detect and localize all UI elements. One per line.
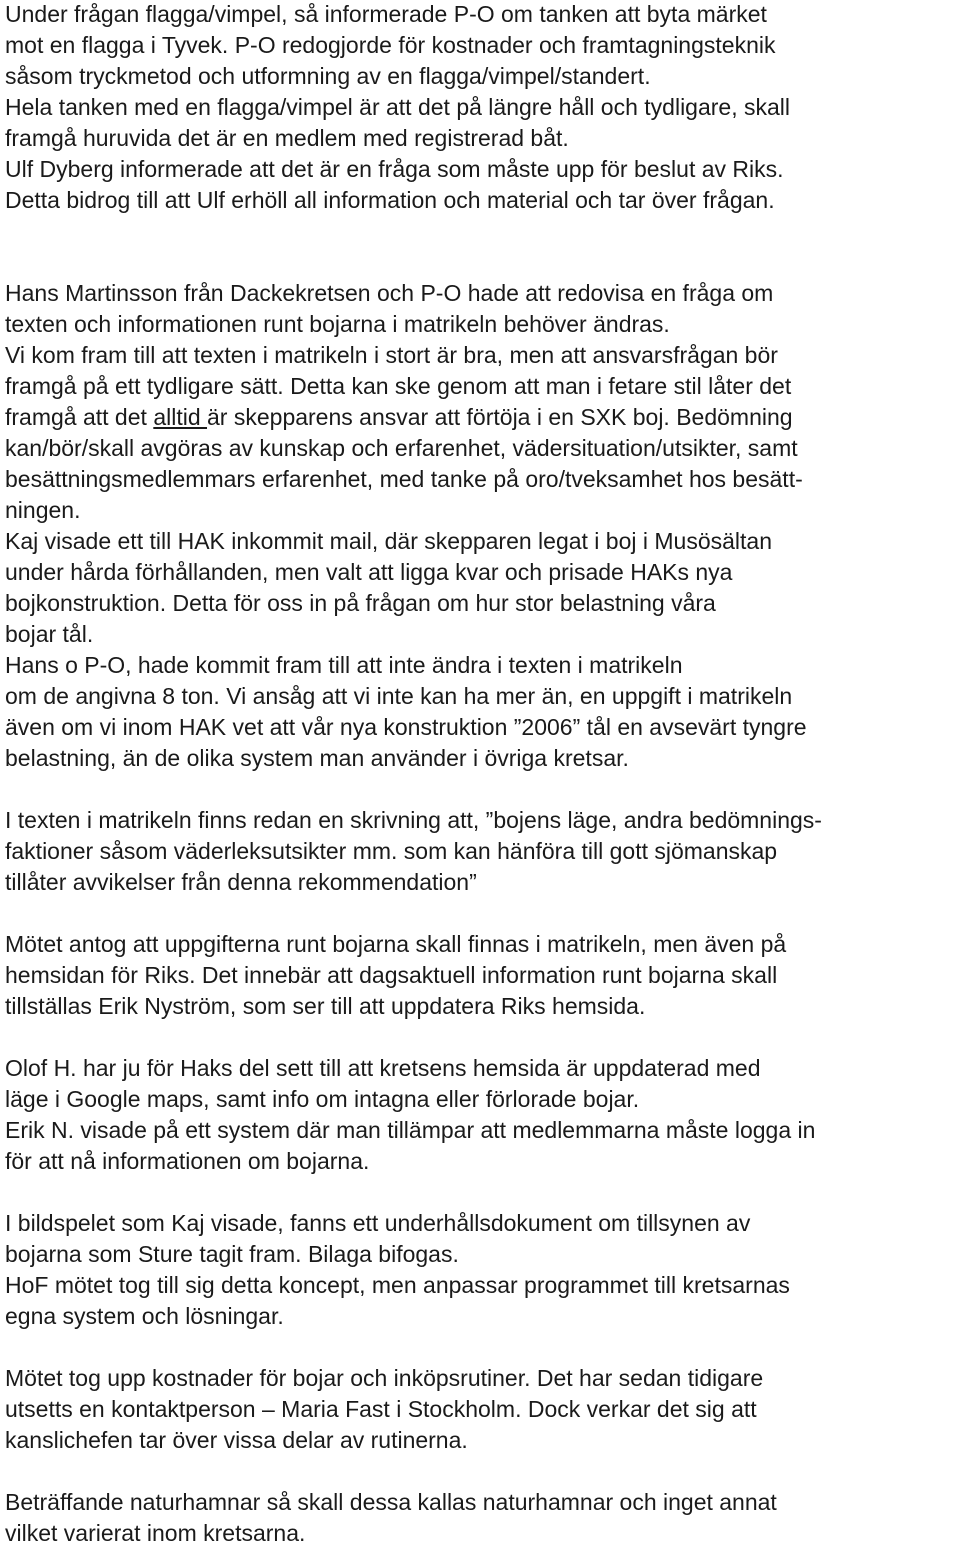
text-line: texten och informationen runt bojarna i matrikeln behöver ändras. — [5, 311, 670, 337]
text-line: Hans o P-O, hade kommit fram till att inte ändra i texten i matrikeln — [5, 652, 683, 678]
text-line: under hårda förhållanden, men valt att ligga kvar och prisade HAKs nya — [5, 559, 733, 585]
text-line: Under frågan flagga/vimpel, så informerade P-O om tanken att byta märket — [5, 1, 767, 27]
text-line: framgå huruvida det är en medlem med registrerad båt. — [5, 125, 569, 151]
text-line: Mötet tog upp kostnader för bojar och inköpsrutiner. Det har sedan tidigare — [5, 1365, 764, 1391]
paragraph-website — [5, 1053, 960, 1177]
text-run: framgå att det — [5, 404, 154, 430]
paragraph-buoys — [5, 278, 960, 774]
text-line: Kaj visade ett till HAK inkommit mail, där skepparen legat i boj i Musösältan — [5, 528, 773, 554]
text-line: HoF mötet tog till sig detta koncept, men anpassar programmet till kretsarnas — [5, 1272, 790, 1298]
text-line: I texten i matrikeln finns redan en skrivning att, ”bojens läge, andra bedömnings- — [5, 807, 822, 833]
text-line: vilket varierat inom kretsarna. — [5, 1520, 306, 1546]
paragraph-flag — [5, 0, 960, 216]
text-line: tillställas Erik Nyström, som ser till att uppdatera Riks hemsida. — [5, 993, 646, 1019]
paragraph-gap — [5, 247, 960, 278]
paragraph-gap — [5, 898, 960, 929]
text-line: Beträffande naturhamnar så skall dessa kallas naturhamnar och inget annat — [5, 1489, 777, 1515]
paragraph-natural-harbours — [5, 1487, 960, 1549]
paragraph-maintenance — [5, 1208, 960, 1332]
text-line: även om vi inom HAK vet att vår nya konstruktion ”2006” tål en avsevärt tyngre — [5, 714, 807, 740]
text-line: tillåter avvikelser från denna rekommendation” — [5, 869, 477, 895]
paragraph-decision — [5, 929, 960, 1022]
text-line: bojar tål. — [5, 621, 94, 647]
text-line: Detta bidrog till att Ulf erhöll all information och material och tar över frågan. — [5, 187, 775, 213]
paragraph-gap — [5, 1332, 960, 1363]
text-line: Ulf Dyberg informerade att det är en fråga som måste upp för beslut av Riks. — [5, 156, 784, 182]
document-page — [5, 0, 960, 1549]
text-run: är skepparens ansvar att förtöja i en SXK boj. Bedömning — [207, 404, 793, 430]
paragraph-gap — [5, 774, 960, 805]
text-line: om de angivna 8 ton. Vi ansåg att vi inte kan ha mer än, en uppgift i matrikeln — [5, 683, 793, 709]
text-line: bojarna som Sture tagit fram. Bilaga bifogas. — [5, 1241, 459, 1267]
text-line: för att nå informationen om bojarna. — [5, 1148, 370, 1174]
underlined-word: alltid — [153, 404, 208, 430]
text-line: framgå på ett tydligare sätt. Detta kan ske genom att man i fetare stil låter det — [5, 373, 792, 399]
text-line: I bildspelet som Kaj visade, fanns ett underhållsdokument om tillsynen av — [5, 1210, 751, 1236]
text-line: Erik N. visade på ett system där man tillämpar att medlemmarna måste logga in — [5, 1117, 816, 1143]
text-line: Olof H. har ju för Haks del sett till att kretsens hemsida är uppdaterad med — [5, 1055, 761, 1081]
text-line: läge i Google maps, samt info om intagna eller förlorade bojar. — [5, 1086, 640, 1112]
paragraph-gap — [5, 1177, 960, 1208]
paragraph-costs — [5, 1363, 960, 1456]
text-line-with-emphasis — [5, 402, 960, 433]
text-line: kanslichefen tar över vissa delar av rutinerna. — [5, 1427, 468, 1453]
text-line: mot en flagga i Tyvek. P-O redogjorde för kostnader och framtagningsteknik — [5, 32, 776, 58]
text-line: hemsidan för Riks. Det innebär att dagsaktuell information runt bojarna skall — [5, 962, 778, 988]
text-line: egna system och lösningar. — [5, 1303, 284, 1329]
text-line: såsom tryckmetod och utformning av en flagga/vimpel/standert. — [5, 63, 651, 89]
text-line: utsetts en kontaktperson – Maria Fast i Stockholm. Dock verkar det sig att — [5, 1396, 757, 1422]
text-line: Vi kom fram till att texten i matrikeln i stort är bra, men att ansvarsfrågan bör — [5, 342, 778, 368]
text-line: Hela tanken med en flagga/vimpel är att det på längre håll och tydligare, skall — [5, 94, 791, 120]
text-line: bojkonstruktion. Detta för oss in på frågan om hur stor belastning våra — [5, 590, 716, 616]
paragraph-gap — [5, 1022, 960, 1053]
text-line: ningen. — [5, 497, 81, 523]
text-line: kan/bör/skall avgöras av kunskap och erfarenhet, vädersituation/utsikter, samt — [5, 435, 798, 461]
text-line: besättningsmedlemmars erfarenhet, med tanke på oro/tveksamhet hos besätt- — [5, 466, 803, 492]
paragraph-gap — [5, 1456, 960, 1487]
text-line: Hans Martinsson från Dackekretsen och P-O hade att redovisa en fråga om — [5, 280, 774, 306]
text-line: faktioner såsom väderleksutsikter mm. som kan hänföra till gott sjömanskap — [5, 838, 778, 864]
text-line: Mötet antog att uppgifterna runt bojarna skall finnas i matrikeln, men även på — [5, 931, 787, 957]
paragraph-matrikel-text — [5, 805, 960, 898]
paragraph-gap — [5, 216, 960, 247]
text-line: belastning, än de olika system man använder i övriga kretsar. — [5, 745, 629, 771]
